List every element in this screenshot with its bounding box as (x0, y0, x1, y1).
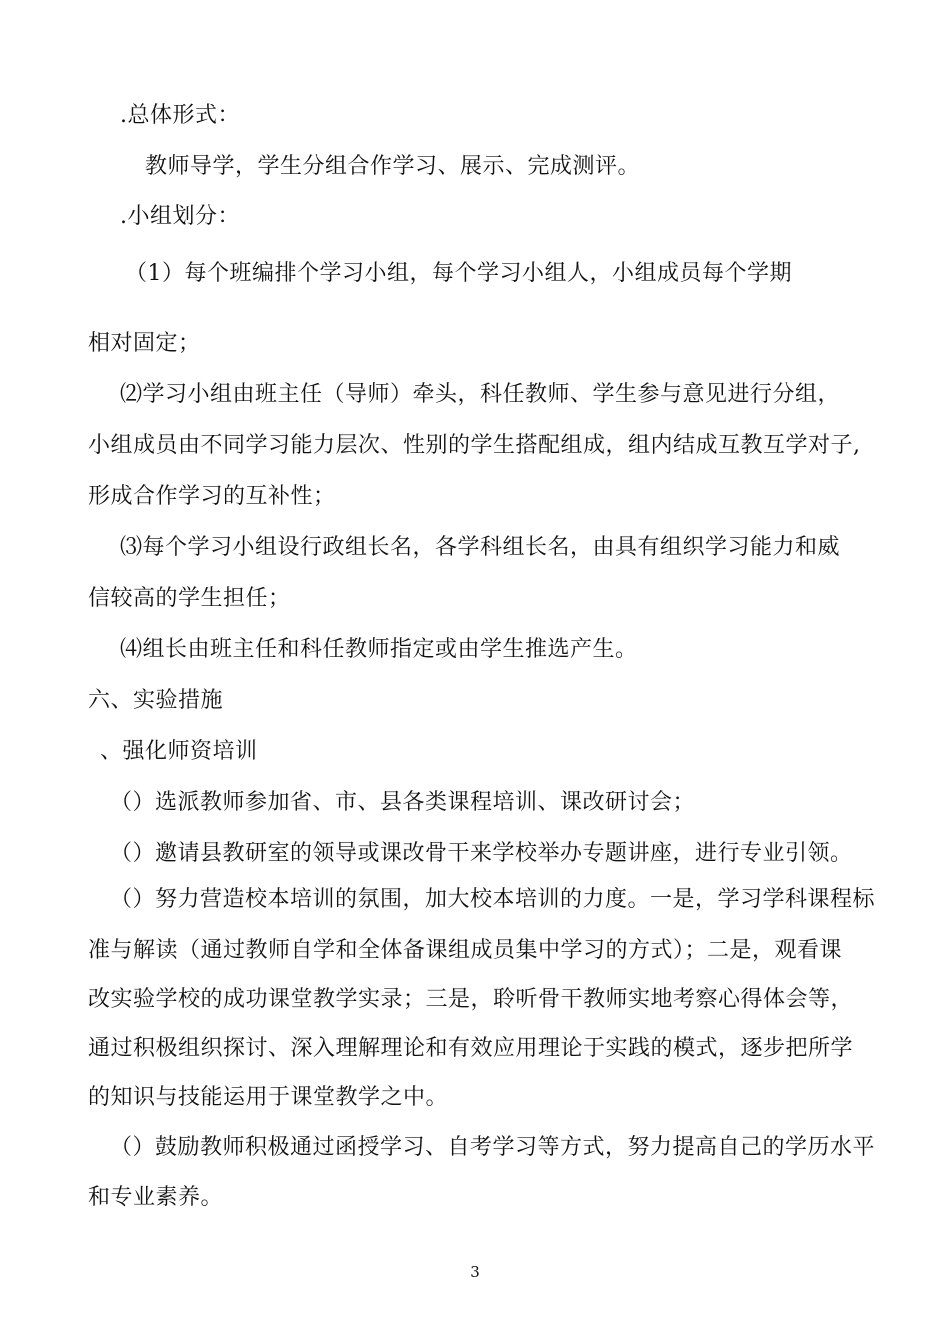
section-heading-measures: 六、实验措施 (88, 688, 224, 713)
heading-group-division: .小组划分： (120, 204, 240, 229)
item-1-line-1: （1）每个班编排个学习小组，每个学习小组人，小组成员每个学期 (125, 261, 792, 286)
training-item-4-line-2: 和专业素养。 (88, 1185, 224, 1210)
page-number: 3 (470, 1263, 480, 1281)
item-1-line-2: 相对固定； (88, 331, 201, 356)
subheading-teacher-training: 、强化师资培训 (100, 739, 258, 764)
training-item-1: （）选派教师参加省、市、县各类课程培训、课改研讨会； (110, 790, 696, 815)
training-item-2: （）邀请县教研室的领导或课改骨干来学校举办专题讲座，进行专业引领。 (110, 841, 853, 866)
training-item-3-line-3: 改实验学校的成功课堂教学实录；三是，聆听骨干教师实地考察心得体会等， (88, 987, 854, 1012)
item-2-line-3: 形成合作学习的互补性； (88, 484, 336, 509)
item-2-line-2: 小组成员由不同学习能力层次、性别的学生搭配组成，组内结成互教互学对子, (88, 433, 861, 458)
training-item-3-line-5: 的知识与技能运用于课堂教学之中。 (88, 1085, 449, 1110)
training-item-3-line-1: （）努力营造校本培训的氛围，加大校本培训的力度。一是，学习学科课程标 (110, 887, 876, 912)
training-item-3-line-2: 准与解读（通过教师自学和全体备课组成员集中学习的方式）；二是，观看课 (88, 938, 843, 963)
item-3-line-1: ⑶每个学习小组设行政组长名，各学科组长名，由具有组织学习能力和威 (120, 535, 841, 560)
heading-overall-form: .总体形式： (120, 103, 240, 128)
paragraph-overall-form: 教师导学，学生分组合作学习、展示、完成测评。 (145, 154, 641, 179)
item-2-line-1: ⑵学习小组由班主任（导师）牵头，科任教师、学生参与意见进行分组， (120, 382, 841, 407)
training-item-3-line-4: 通过积极组织探讨、深入理解理论和有效应用理论于实践的模式，逐步把所学 (88, 1036, 854, 1061)
item-3-line-2: 信较高的学生担任； (88, 586, 291, 611)
item-4-line-1: ⑷组长由班主任和科任教师指定或由学生推选产生。 (120, 637, 638, 662)
training-item-4-line-1: （）鼓励教师积极通过函授学习、自考学习等方式，努力提高自己的学历水平 (110, 1135, 876, 1160)
